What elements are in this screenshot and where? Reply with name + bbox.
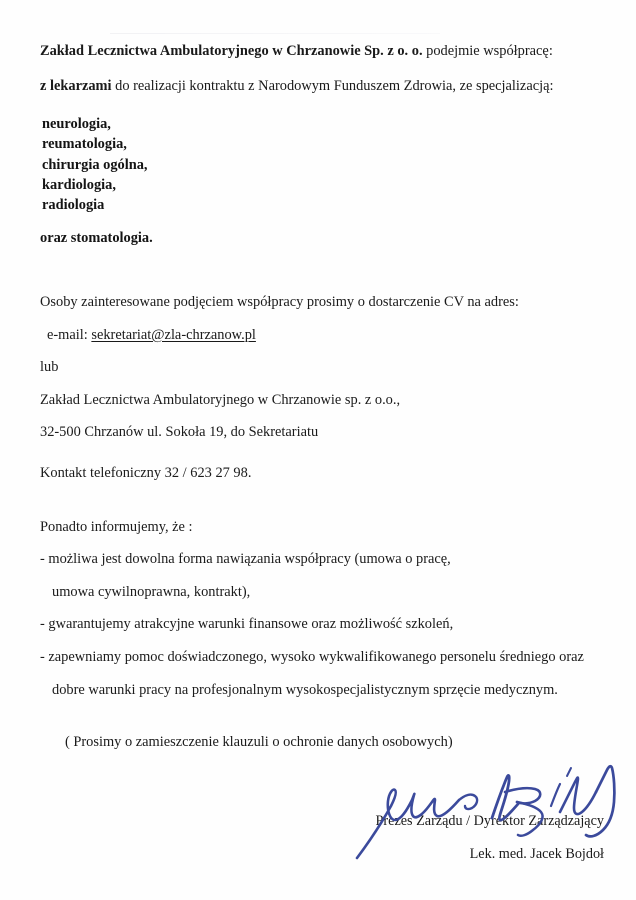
company-name-bold: Zakład Lecznictwa Ambulatoryjnego w Chrzanowie Sp. z o. o.	[40, 43, 423, 59]
gdpr-clause-note: ( Prosimy o zamieszczenie klauzuli o ochronie danych osobowych)	[65, 734, 453, 751]
list-item: neurologia,	[42, 115, 111, 132]
faint-letterhead-ghost	[110, 18, 440, 34]
info-bullet-3: - zapewniamy pomoc doświadczonego, wysoko wykwalifikowanego personelu średniego oraz	[40, 649, 584, 666]
intro-line-2-rest: do realizacji kontraktu z Narodowym Funduszem Zdrowia, ze specjalizacją:	[111, 78, 554, 95]
document-body	[40, 40, 614, 879]
intro-line-2	[40, 75, 614, 97]
target-audience-bold: z lekarzami	[40, 78, 112, 95]
signature-block	[40, 812, 614, 866]
intro-line-1-rest: podejmie współpracę:	[422, 43, 553, 59]
cv-instruction-line: Osoby zainteresowane podjęciem współpracy prosimy o dostarczenie CV na adres:	[40, 293, 519, 310]
list-item: reumatologia,	[42, 136, 127, 153]
signatory-role: Prezes Zarządu / Dyrektor Zarządzający	[375, 812, 604, 829]
phone-contact-line: Kontakt telefoniczny 32 / 623 27 98.	[40, 464, 252, 481]
info-bullet-2: - gwarantujemy atrakcyjne warunki finansowe oraz możliwość szkoleń,	[40, 616, 454, 633]
specialization-extra: oraz stomatologia.	[40, 229, 153, 246]
company-address-street: 32-500 Chrzanów ul. Sokoła 19, do Sekretariatu	[40, 424, 319, 441]
list-item: radiologia	[42, 197, 105, 214]
email-address-link[interactable]: sekretariat@zla-chrzanow.pl	[91, 326, 256, 343]
list-item: chirurgia ogólna,	[42, 156, 148, 173]
list-item: kardiologia,	[42, 177, 116, 194]
specialization-list	[42, 114, 614, 216]
info-bullet-1-continuation: umowa cywilnoprawna, kontrakt),	[52, 583, 251, 600]
signatory-name: Lek. med. Jacek Bojdoł	[469, 846, 604, 863]
contact-block	[40, 292, 614, 485]
info-bullet-3-continuation: dobre warunki pracy na profesjonalnym wysokospecjalistycznym sprzęcie medycznym.	[52, 681, 558, 698]
email-label: e-mail:	[47, 326, 88, 343]
additional-info-block	[40, 517, 614, 702]
additional-info-heading: Ponadto informujemy, że :	[40, 518, 193, 535]
company-address-name: Zakład Lecznictwa Ambulatoryjnego w Chrzanowie sp. z o.o.,	[40, 391, 401, 408]
info-bullet-1: - możliwa jest dowolna forma nawiązania współpracy (umowa o pracę,	[40, 551, 451, 568]
or-label: lub	[40, 359, 59, 376]
email-line	[40, 325, 614, 347]
intro-line-1	[40, 40, 614, 62]
